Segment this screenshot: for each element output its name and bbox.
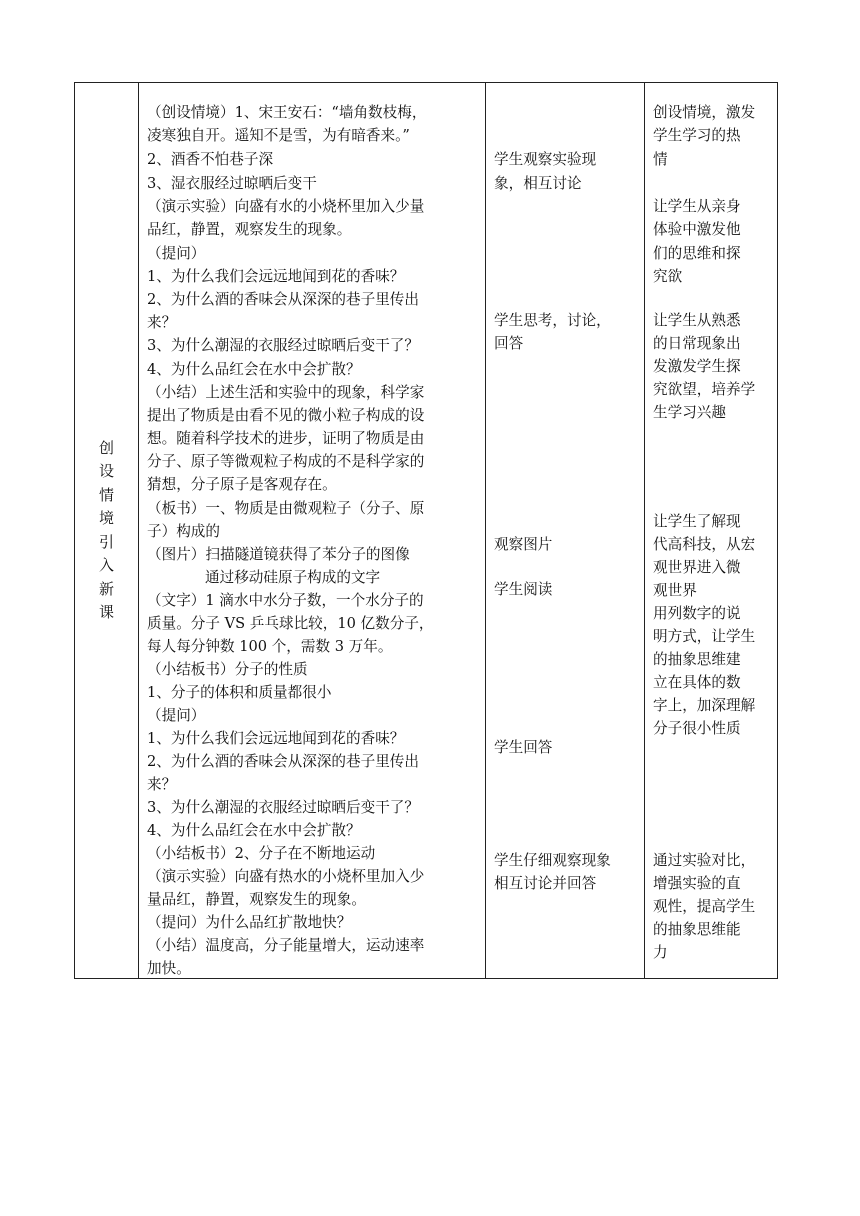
teacher-line: 提出了物质是由看不见的微小粒子构成的设 [147, 407, 425, 424]
teacher-line: （演示实验）向盛有水的小烧杯里加入少量 [147, 198, 425, 215]
design-line: 力 [653, 944, 668, 961]
teacher-line: （小结板书）2、分子在不断地运动 [147, 845, 376, 862]
teacher-line: （创设情境）1、宋王安石：“墙角数枝梅， [147, 104, 427, 121]
design-line: 的抽象思维能 [653, 921, 741, 938]
student-line: 学生回答 [494, 739, 553, 756]
teacher-line: （图片）扫描隧道镜获得了苯分子的图像 [147, 546, 410, 563]
teacher-line: 想。随着科学技术的进步，证明了物质是由 [147, 430, 425, 447]
teacher-line: 分子、原子等微观粒子构成的不是科学家的 [147, 453, 425, 470]
student-line: 学生思考，讨论， [494, 312, 611, 329]
design-line: 观世界 [653, 582, 697, 599]
teacher-line: 每人每分钟数 100 个，需数 3 万年。 [147, 638, 393, 655]
student-line: 相互讨论并回答 [494, 875, 597, 892]
stage-char: 新 [98, 579, 114, 598]
design-line: 立在具体的数 [653, 674, 741, 691]
stage-char: 课 [98, 603, 114, 621]
teacher-line: 子）构成的 [147, 523, 220, 540]
stage-char: 设 [98, 462, 114, 480]
design-line: 增强实验的直 [653, 875, 741, 892]
teacher-line: 3、为什么潮湿的衣服经过晾晒后变干了？ [147, 799, 419, 816]
design-line: 学生学习的热 [653, 127, 741, 144]
stage-char: 入 [98, 556, 114, 574]
student-line: 象，相互讨论 [494, 175, 582, 192]
student-activity-cell [486, 83, 645, 979]
teacher-line: 来？ [147, 314, 177, 331]
teacher-line: （提问）为什么品红扩散地快？ [147, 914, 352, 931]
design-line: 用列数字的说 [653, 605, 741, 622]
design-line: 让学生了解现 [653, 513, 741, 530]
design-line: 明方式，让学生 [653, 628, 756, 645]
student-line: 回答 [494, 335, 524, 352]
teacher-line: 量品红，静置，观察发生的现象。 [147, 891, 366, 908]
student-line: 学生仔细观察现象 [494, 852, 611, 869]
stage-label [75, 437, 138, 625]
stage-char: 境 [98, 509, 114, 527]
design-line: 观性，提高学生 [653, 898, 756, 915]
teacher-line: 3、为什么潮湿的衣服经过晾晒后变干了？ [147, 337, 419, 354]
design-line: 情 [653, 151, 668, 168]
design-line: 代高科技，从宏 [653, 536, 756, 553]
student-line: 学生阅读 [494, 581, 553, 598]
teacher-line: 猜想，分子原子是客观存在。 [147, 476, 337, 493]
teacher-line: 4、为什么品红会在水中会扩散？ [147, 822, 361, 839]
teacher-line: 1、为什么我们会远远地闻到花的香味？ [147, 730, 405, 747]
table-row [75, 83, 778, 979]
teacher-line: 4、为什么品红会在水中会扩散？ [147, 361, 361, 378]
teacher-line: （小结）上述生活和实验中的现象，科学家 [147, 384, 425, 401]
design-line: 发激发学生探 [653, 358, 741, 375]
teacher-line: 2、酒香不怕巷子深 [147, 151, 274, 168]
teacher-line: （文字）1 滴水中水分子数，一个水分子的 [147, 592, 424, 609]
design-line: 分子很小性质 [653, 720, 741, 737]
design-line: 让学生从熟悉 [653, 312, 741, 329]
teacher-line: 凌寒独自开。遥知不是雪，为有暗香来。” [147, 127, 410, 144]
design-line: 创设情境，激发 [653, 104, 756, 121]
design-line: 体验中激发他 [653, 221, 741, 238]
design-line: 让学生从亲身 [653, 198, 741, 215]
stage-char: 引 [98, 532, 114, 551]
design-line: 究欲望，培养学 [653, 381, 756, 398]
teacher-line: 2、为什么酒的香味会从深深的巷子里传出 [147, 753, 419, 770]
teacher-line: （演示实验）向盛有热水的小烧杯里加入少 [147, 868, 425, 885]
teacher-line: （提问） [147, 245, 206, 262]
teacher-line: 品红，静置，观察发生的现象。 [147, 221, 352, 238]
teacher-line: （提问） [147, 707, 206, 724]
design-line: 字上，加深理解 [653, 697, 756, 714]
stage-cell [75, 83, 139, 979]
design-line: 通过实验对比， [653, 852, 756, 869]
teacher-line: （板书）一、物质是由微观粒子（分子、原 [147, 500, 425, 517]
teacher-line: （小结板书）分子的性质 [147, 661, 308, 678]
teacher-line: 3、湿衣服经过晾晒后变干 [147, 175, 317, 192]
design-line: 究欲 [653, 268, 683, 285]
stage-char: 创 [98, 438, 114, 457]
stage-char: 情 [98, 485, 114, 504]
design-line: 的日常现象出 [653, 335, 741, 352]
teacher-activity-cell [139, 83, 486, 979]
student-line: 学生观察实验现 [494, 151, 597, 168]
design-line: 观世界进入微 [653, 559, 741, 576]
teacher-line: 加快。 [147, 960, 191, 977]
teacher-line: 质量。分子 VS 乒乓球比较，10 亿数分子， [147, 615, 434, 632]
teacher-line: 1、分子的体积和质量都很小 [147, 684, 332, 701]
design-line: 的抽象思维建 [653, 651, 741, 668]
teacher-line: 来？ [147, 776, 177, 793]
teacher-line: （小结）温度高，分子能量增大，运动速率 [147, 937, 425, 954]
student-line: 观察图片 [494, 536, 553, 553]
lesson-plan-table [74, 82, 778, 979]
teacher-line: 2、为什么酒的香味会从深深的巷子里传出 [147, 291, 419, 308]
teacher-line: 通过移动硅原子构成的文字 [205, 569, 381, 586]
design-line: 们的思维和探 [653, 245, 741, 262]
teacher-line: 1、为什么我们会远远地闻到花的香味？ [147, 268, 405, 285]
design-intent-cell [645, 83, 778, 979]
design-line: 生学习兴趣 [653, 404, 726, 421]
